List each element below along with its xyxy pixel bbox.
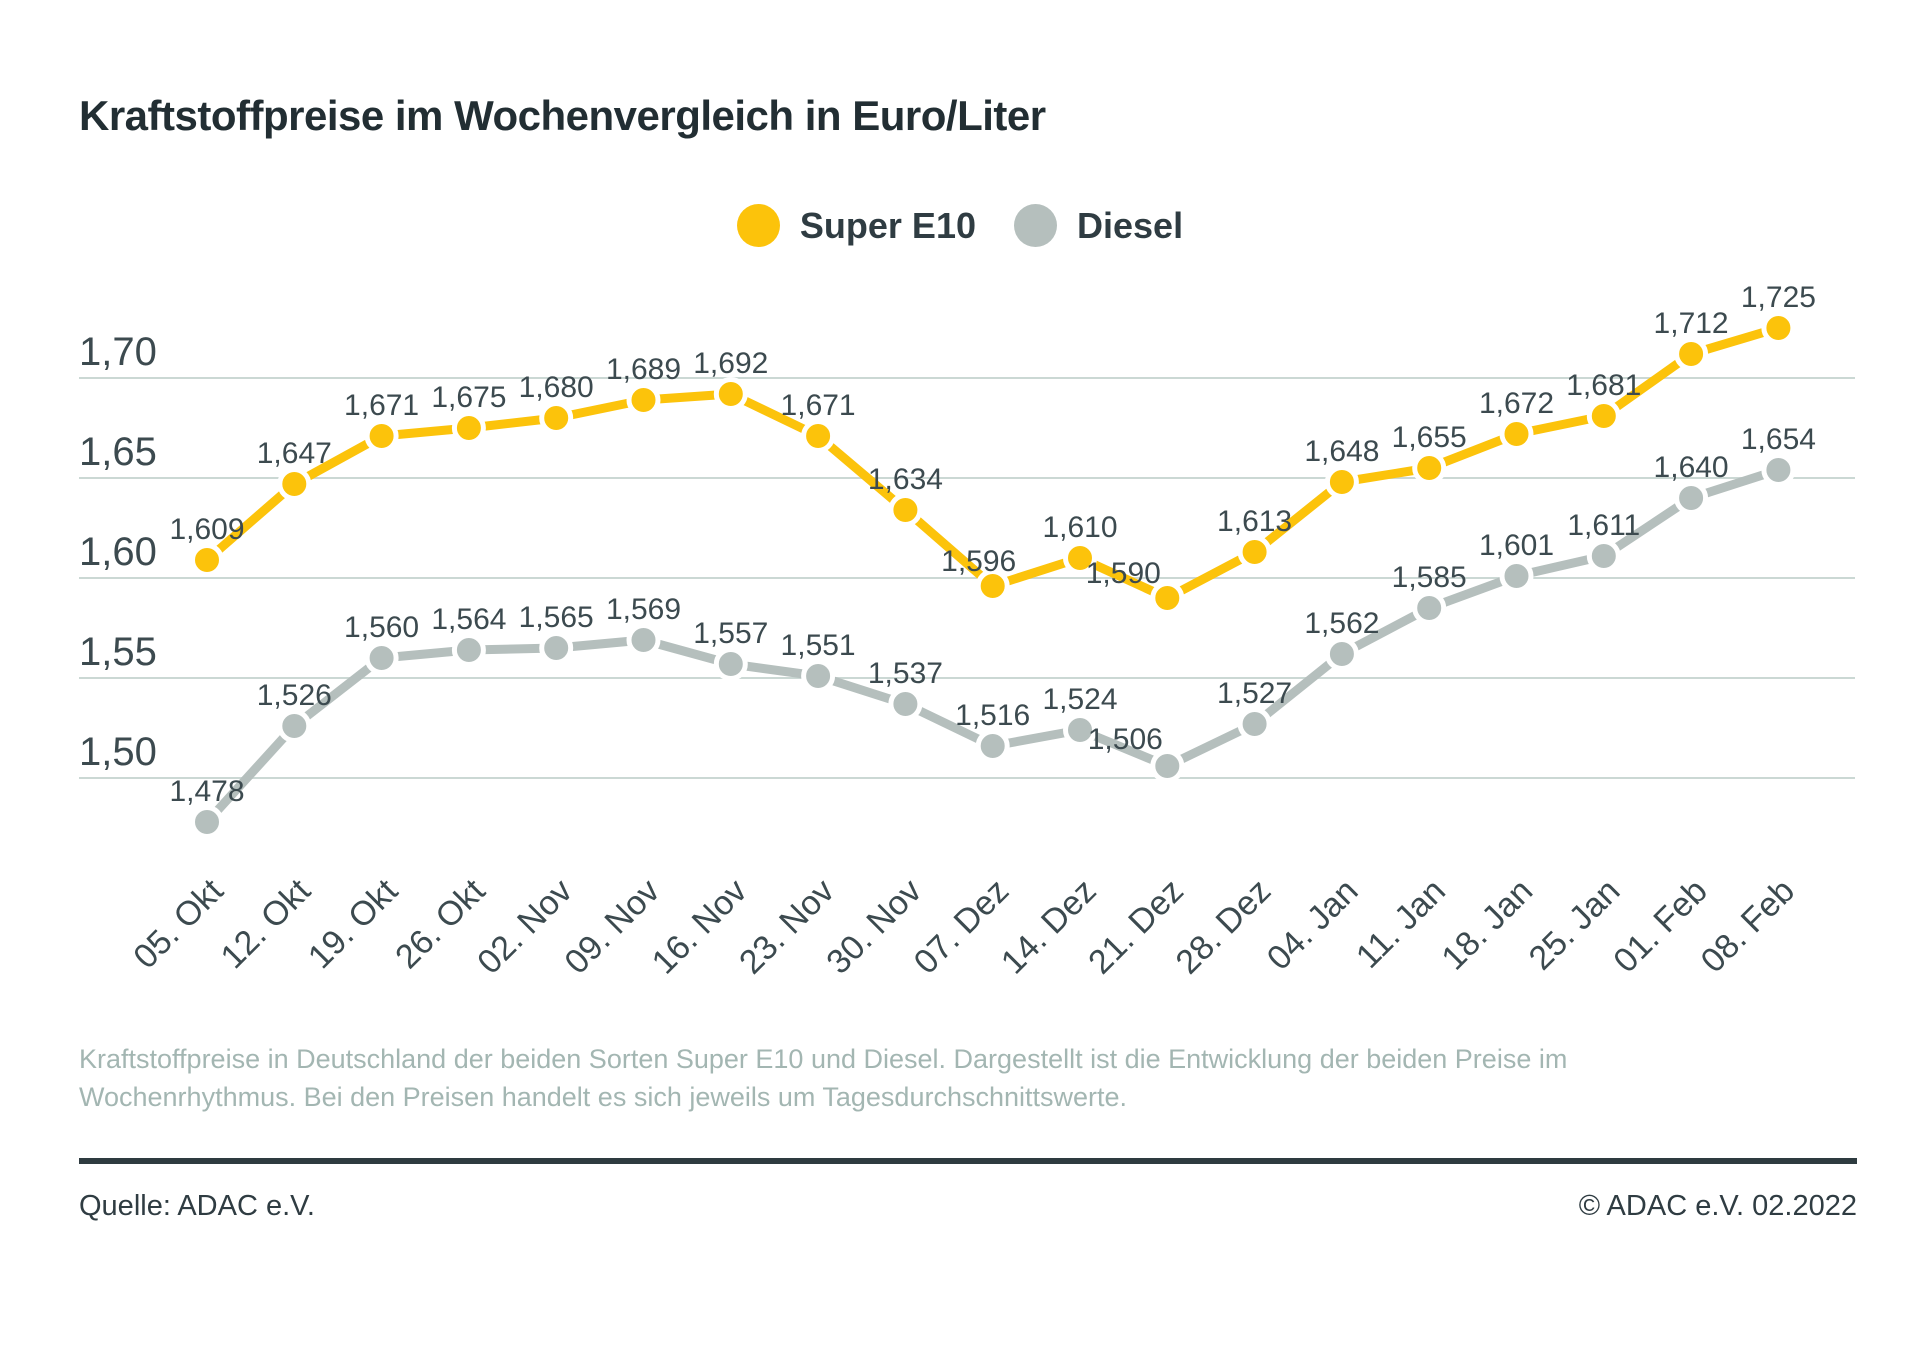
data-label-super-e10: 1,725 [1740, 281, 1816, 314]
data-label-diesel: 1,524 [1042, 683, 1118, 716]
data-point-diesel [891, 690, 920, 719]
data-point-super-e10 [1240, 538, 1269, 567]
x-tick-label: 07. Dez [906, 871, 1017, 982]
data-label-super-e10: 1,609 [169, 513, 245, 546]
data-point-diesel [1502, 562, 1531, 591]
data-label-super-e10: 1,613 [1217, 505, 1293, 538]
data-point-diesel [1327, 640, 1356, 669]
copyright-text: © ADAC e.V. 02.2022 [1578, 1190, 1857, 1222]
x-tick-label: 30. Nov [819, 871, 930, 982]
data-label-super-e10: 1,671 [780, 389, 856, 422]
data-point-super-e10 [716, 380, 745, 409]
x-tick-label: 19. Okt [300, 871, 406, 977]
data-point-super-e10 [1764, 314, 1793, 343]
data-label-diesel: 1,537 [867, 657, 943, 690]
data-label-super-e10: 1,681 [1566, 369, 1642, 402]
data-point-diesel [1589, 542, 1618, 571]
data-point-super-e10 [193, 546, 222, 575]
y-tick-label: 1,50 [79, 730, 157, 774]
data-label-diesel: 1,640 [1653, 451, 1729, 484]
data-point-diesel [542, 634, 571, 663]
x-tick-label: 25. Jan [1521, 871, 1628, 978]
page-title: Kraftstoffpreise im Wochenvergleich in Euro/Liter [79, 92, 1046, 139]
x-tick-label: 23. Nov [732, 871, 842, 982]
data-point-diesel [454, 636, 483, 665]
data-point-super-e10 [891, 496, 920, 525]
data-label-super-e10: 1,634 [867, 463, 943, 496]
x-tick-label: 28. Dez [1168, 871, 1279, 982]
data-point-super-e10 [1415, 454, 1444, 483]
data-point-super-e10 [1589, 402, 1618, 431]
data-label-super-e10: 1,671 [344, 389, 420, 422]
data-point-diesel [978, 732, 1007, 761]
data-label-diesel: 1,565 [518, 601, 594, 634]
data-point-diesel [804, 662, 833, 691]
data-label-diesel: 1,611 [1567, 509, 1641, 542]
data-point-super-e10 [1677, 340, 1706, 369]
x-tick-label: 18. Jan [1434, 871, 1541, 978]
data-point-super-e10 [367, 422, 396, 451]
data-label-diesel: 1,654 [1740, 423, 1816, 456]
x-tick-label: 02. Nov [470, 871, 580, 982]
data-label-super-e10: 1,655 [1391, 421, 1467, 454]
series-line-diesel [207, 470, 1778, 822]
data-point-super-e10 [454, 414, 483, 443]
legend-label-diesel: Diesel [1077, 204, 1184, 246]
data-point-super-e10 [1502, 420, 1531, 449]
x-tick-label: 01. Feb [1606, 871, 1715, 981]
data-label-diesel: 1,527 [1217, 677, 1293, 710]
y-tick-label: 1,60 [79, 530, 157, 574]
data-point-diesel [629, 626, 658, 655]
data-point-diesel [1677, 484, 1706, 513]
data-label-super-e10: 1,675 [431, 381, 507, 414]
data-label-diesel: 1,478 [169, 775, 245, 808]
chart-description: Kraftstoffpreise in Deutschland der beiden Sorten Super E10 und Diesel. Dargestellt ist die Entwicklung der beiden Preise im Wochenrhythmus. Bei den Preisen handelt es sich jeweils um Tagesdurchschnittswerte. [79, 1044, 1568, 1112]
data-label-super-e10: 1,610 [1042, 511, 1118, 544]
x-tick-label: 08. Feb [1693, 871, 1803, 981]
data-label-diesel: 1,551 [780, 629, 856, 662]
data-label-super-e10: 1,680 [518, 371, 594, 404]
footer [79, 1190, 1857, 1223]
data-point-super-e10 [629, 386, 658, 415]
x-tick-label: 26. Okt [388, 871, 493, 977]
x-tick-label: 05. Okt [126, 871, 231, 977]
x-tick-label: 11. Jan [1348, 871, 1453, 976]
data-point-diesel [1764, 456, 1793, 485]
data-point-super-e10 [1327, 468, 1356, 497]
data-point-diesel [716, 650, 745, 679]
x-tick-label: 14. Dez [993, 871, 1104, 982]
x-tick-label: 04. Jan [1259, 871, 1366, 978]
data-label-diesel: 1,601 [1478, 529, 1555, 562]
data-label-super-e10: 1,590 [1085, 557, 1161, 590]
data-point-diesel [367, 644, 396, 673]
data-label-super-e10: 1,689 [605, 353, 682, 386]
x-tick-label: 12. Okt [213, 871, 318, 977]
data-label-super-e10: 1,596 [941, 545, 1017, 578]
x-tick-label: 09. Nov [557, 871, 668, 982]
data-point-super-e10 [804, 422, 833, 451]
y-tick-label: 1,65 [79, 430, 157, 474]
data-point-diesel [280, 712, 309, 741]
data-label-diesel: 1,569 [605, 593, 682, 626]
source-text: Quelle: ADAC e.V. [79, 1190, 315, 1222]
y-tick-label: 1,70 [79, 330, 157, 374]
x-tick-label: 21. Dez [1081, 871, 1191, 982]
data-label-diesel: 1,506 [1087, 723, 1163, 756]
data-point-super-e10 [542, 404, 571, 433]
data-label-diesel: 1,564 [431, 603, 507, 636]
data-label-super-e10: 1,648 [1304, 435, 1380, 468]
data-label-super-e10: 1,647 [256, 437, 332, 470]
data-label-diesel: 1,516 [955, 699, 1031, 732]
data-label-super-e10: 1,712 [1653, 307, 1729, 340]
x-tick-label: 16. Nov [644, 871, 755, 982]
data-label-diesel: 1,585 [1391, 561, 1467, 594]
data-label-super-e10: 1,672 [1478, 387, 1555, 420]
data-point-diesel [1240, 710, 1269, 739]
footer-divider [79, 1158, 1857, 1164]
data-label-diesel: 1,560 [344, 611, 420, 644]
data-point-super-e10 [280, 470, 309, 499]
y-tick-label: 1,55 [79, 630, 157, 674]
data-label-super-e10: 1,692 [693, 347, 769, 380]
data-point-diesel [1415, 594, 1444, 623]
data-label-diesel: 1,526 [256, 679, 332, 712]
data-label-diesel: 1,562 [1304, 607, 1380, 640]
legend-label-super-e10: Super E10 [799, 204, 976, 246]
data-label-diesel: 1,557 [693, 617, 769, 650]
data-point-diesel [193, 808, 222, 837]
